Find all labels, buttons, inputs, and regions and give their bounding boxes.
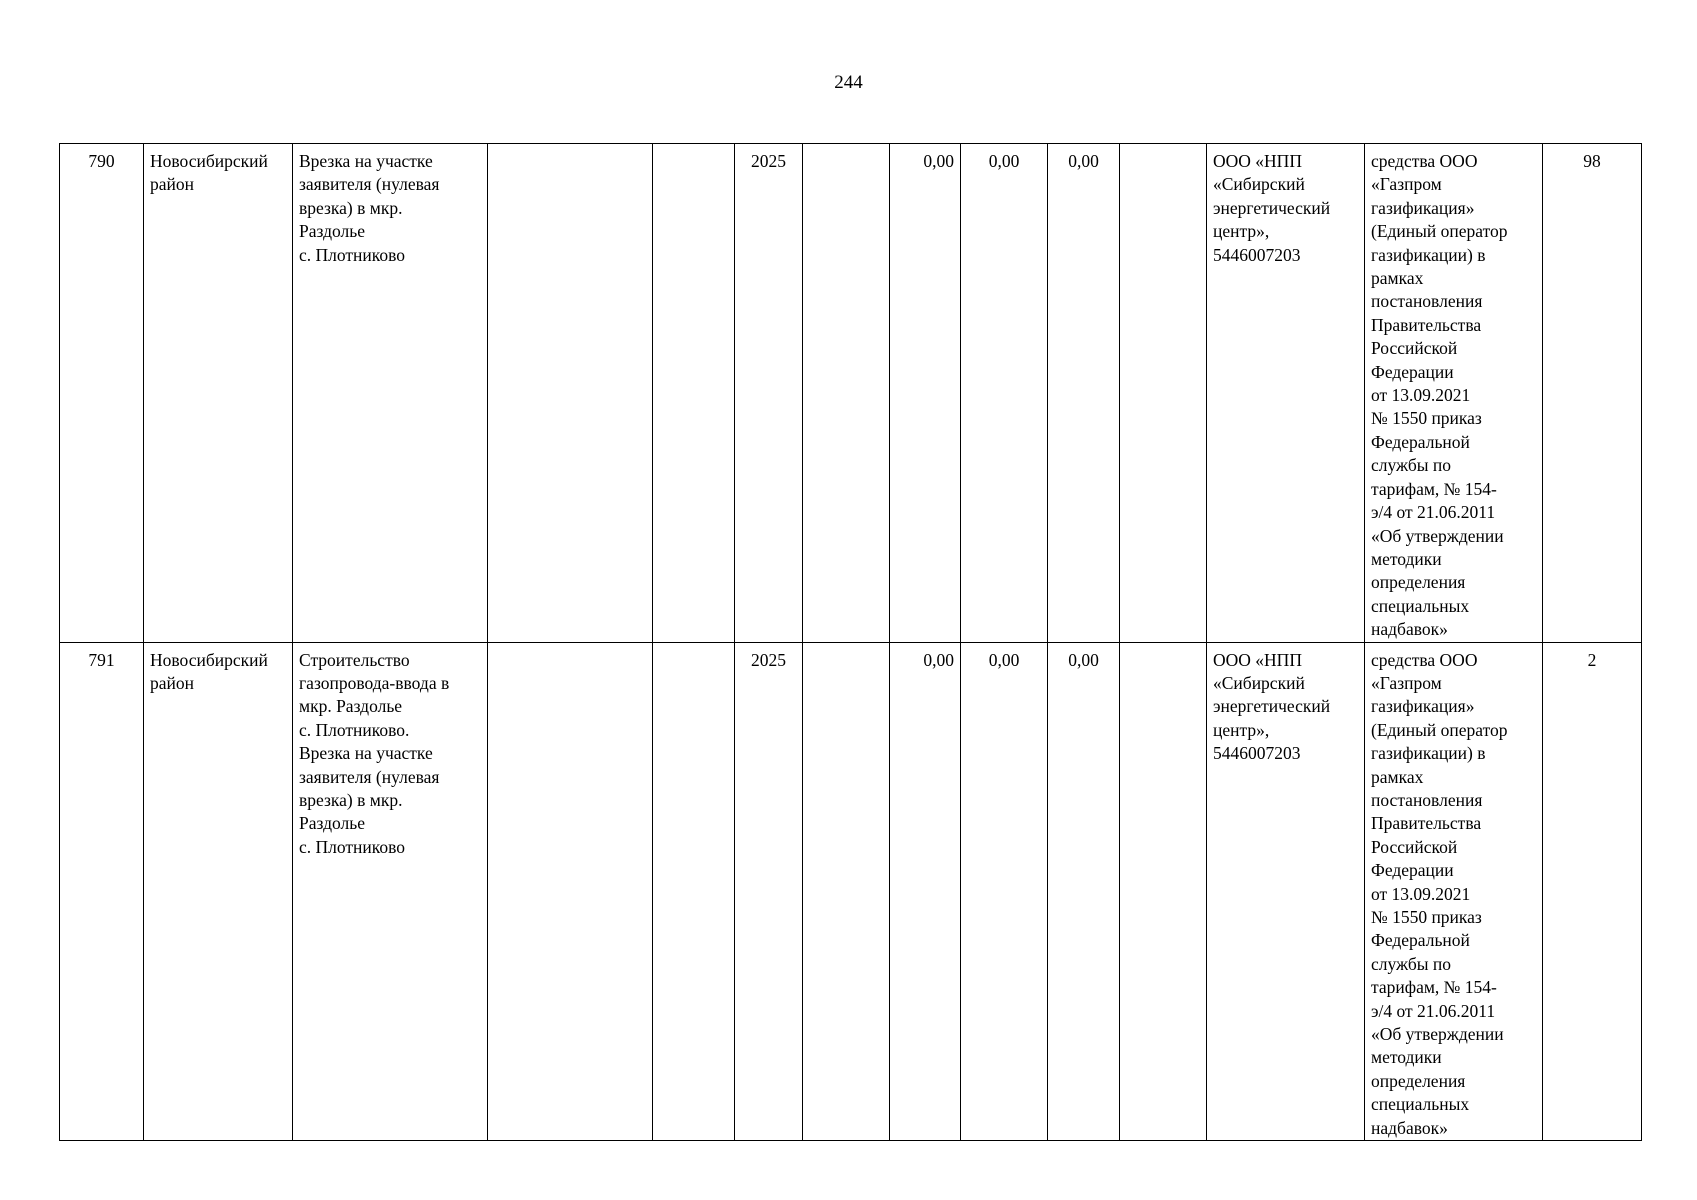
empty-cell [488,144,653,643]
data-table [59,143,1642,1141]
value-cell: 0,00 [961,144,1048,643]
value-cell: 0,00 [1048,642,1120,1141]
funding-source-cell: средства ООО «Газпром газификация» (Единый оператор газификации) в рамках постановления Правительства Российской Федерации от 13.09.2021 № 1550 приказ Федеральной службы по тарифам, № 154- э/4 от 21.06.2011 «Об утверждении методики определения специальных надбавок» [1365,144,1543,643]
empty-cell [803,144,890,643]
company-cell: ООО «НПП «Сибирский энергетический центр», 5446007203 [1207,642,1365,1141]
year-cell: 2025 [735,144,803,643]
table-row [60,642,1642,1141]
empty-cell [1120,642,1207,1141]
value-cell: 0,00 [1048,144,1120,643]
value-cell: 0,00 [961,642,1048,1141]
funding-source-cell: средства ООО «Газпром газификация» (Единый оператор газификации) в рамках постановления Правительства Российской Федерации от 13.09.2021 № 1550 приказ Федеральной службы по тарифам, № 154- э/4 от 21.06.2011 «Об утверждении методики определения специальных надбавок» [1365,642,1543,1141]
company-cell: ООО «НПП «Сибирский энергетический центр», 5446007203 [1207,144,1365,643]
row-number-cell: 791 [60,642,144,1141]
empty-cell [803,642,890,1141]
last-value-cell: 2 [1543,642,1642,1141]
row-number-cell: 790 [60,144,144,643]
district-cell: Новосибирский район [144,144,293,643]
empty-cell [488,642,653,1141]
district-cell: Новосибирский район [144,642,293,1141]
year-cell: 2025 [735,642,803,1141]
page-number: 244 [834,72,863,93]
last-value-cell: 98 [1543,144,1642,643]
empty-cell [653,144,735,643]
empty-cell [653,642,735,1141]
value-cell: 0,00 [890,642,961,1141]
empty-cell [1120,144,1207,643]
object-name-cell: Строительство газопровода-ввода в мкр. Раздолье с. Плотниково. Врезка на участке заявителя (нулевая врезка) в мкр. Раздолье с. Плотниково [293,642,488,1141]
object-name-cell: Врезка на участке заявителя (нулевая врезка) в мкр. Раздолье с. Плотниково [293,144,488,643]
value-cell: 0,00 [890,144,961,643]
table-row [60,144,1642,643]
